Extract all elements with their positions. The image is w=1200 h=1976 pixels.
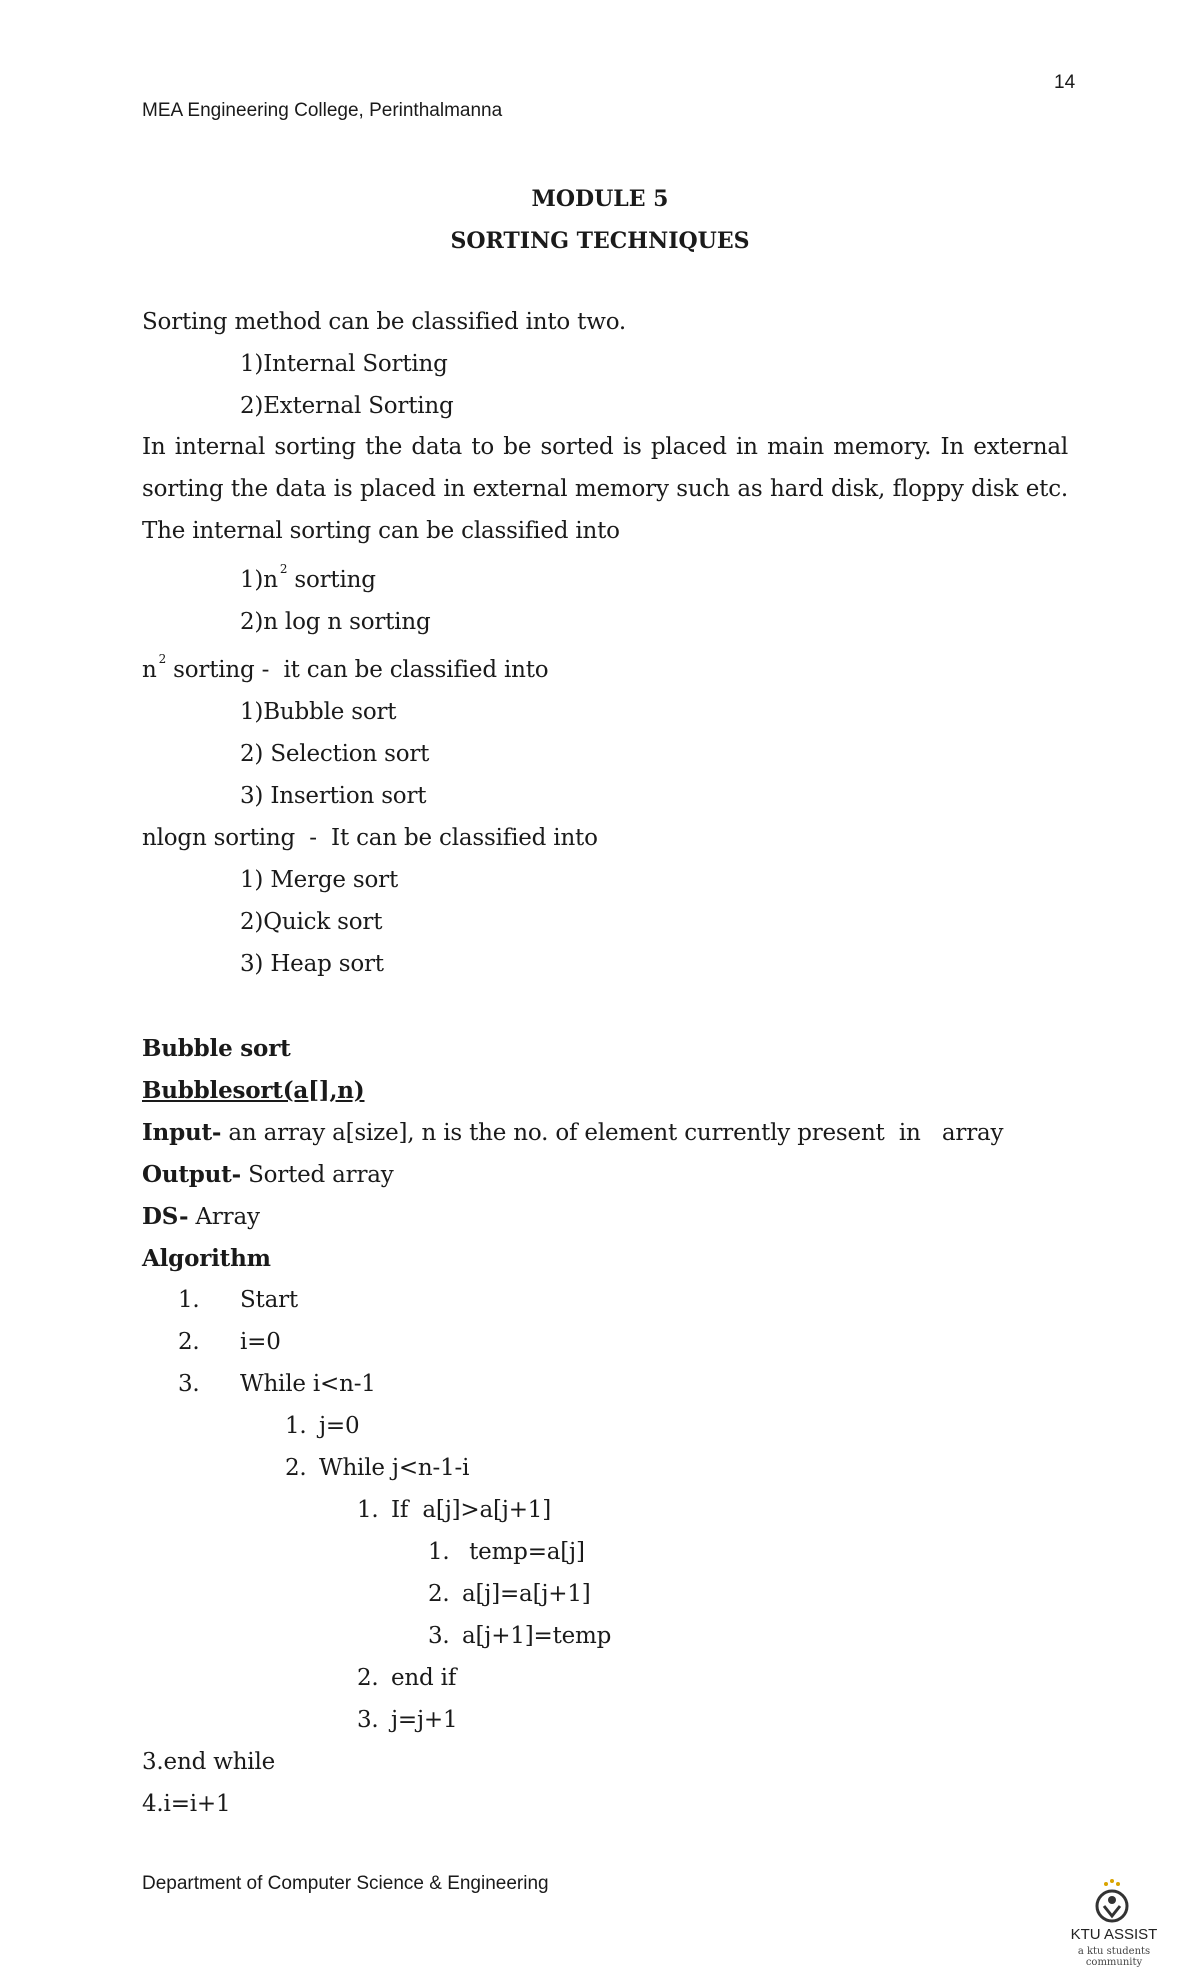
ktu-assist-logo <box>1064 1876 1174 1966</box>
step-text: i=0 <box>240 1329 281 1355</box>
step-num: 1. <box>285 1413 307 1439</box>
nlogn-type-heap: 3) Heap sort <box>240 951 384 977</box>
n2-heading-suffix: sorting - it can be classified into <box>166 657 549 683</box>
ds-line <box>142 1203 260 1230</box>
step-text: While i<n-1 <box>240 1371 376 1397</box>
step-num: 3. <box>428 1623 450 1649</box>
internal-type-n2-sup: 2 <box>279 562 288 576</box>
internal-type-n2-prefix: 1)n <box>240 567 278 593</box>
ds-text: Array <box>188 1204 260 1230</box>
bubble-heading: Bubble sort <box>142 1035 291 1062</box>
step-text: end if <box>391 1665 457 1691</box>
n2-heading-sup: 2 <box>158 652 167 666</box>
increment-line: 4.i=i+1 <box>142 1791 231 1817</box>
internal-type-n2 <box>240 562 376 593</box>
step-text: a[j+1]=temp <box>462 1623 612 1649</box>
output-line <box>142 1161 394 1188</box>
n2-heading <box>142 652 549 683</box>
logo-name: KTU ASSIST <box>1070 1926 1158 1943</box>
step-num: 1. <box>178 1287 200 1313</box>
sorting-type-internal: 1)Internal Sorting <box>240 351 448 377</box>
step-num: 2. <box>428 1581 450 1607</box>
end-while-line: 3.end while <box>142 1749 276 1775</box>
ds-label: DS- <box>142 1203 189 1230</box>
step-text: Start <box>240 1287 298 1313</box>
logo-tagline: a ktu students community <box>1077 1946 1151 1968</box>
internal-type-n2-suffix: sorting <box>287 567 376 593</box>
ktu-assist-emblem-icon <box>1064 1876 1174 1928</box>
step-num: 1. <box>357 1497 379 1523</box>
step-text: temp=a[j] <box>462 1539 585 1565</box>
internal-type-nlogn: 2)n log n sorting <box>240 609 431 635</box>
module-title: MODULE 5 <box>531 186 669 212</box>
algorithm-label: Algorithm <box>142 1245 271 1272</box>
step-num: 3. <box>178 1371 200 1397</box>
step-text: j=0 <box>319 1413 360 1439</box>
nlogn-type-quick: 2)Quick sort <box>240 909 383 935</box>
step-num: 1. <box>428 1539 450 1565</box>
page-number: 14 <box>1054 72 1076 93</box>
step-num: 2. <box>285 1455 307 1481</box>
bubble-signature: Bubblesort(a[],n) <box>142 1077 365 1104</box>
step-text: a[j]=a[j+1] <box>462 1581 591 1607</box>
n2-type-bubble: 1)Bubble sort <box>240 699 397 725</box>
input-label: Input- <box>142 1119 222 1146</box>
step-text: If a[j]>a[j+1] <box>391 1497 551 1523</box>
n2-heading-prefix: n <box>142 657 157 683</box>
input-line <box>142 1119 1003 1146</box>
step-text: While j<n-1-i <box>319 1455 470 1481</box>
output-label: Output- <box>142 1161 241 1188</box>
department-footer: Department of Computer Science & Engineering <box>142 1873 549 1894</box>
n2-type-selection: 2) Selection sort <box>240 741 430 767</box>
output-text: Sorted array <box>240 1162 394 1188</box>
step-text: j=j+1 <box>391 1707 458 1733</box>
step-num: 2. <box>357 1665 379 1691</box>
intro-paragraph: In internal sorting the data to be sorted is placed in main memory. In external sorting the data is placed in external memory such as hard disk, floppy disk etc. The internal sorting can be classified into <box>142 434 1068 544</box>
input-text: an array a[size], n is the no. of element currently present in array <box>221 1120 1004 1146</box>
college-header: MEA Engineering College, Perinthalmanna <box>142 100 503 121</box>
nlogn-heading: nlogn sorting - It can be classified into <box>142 825 598 851</box>
nlogn-type-merge: 1) Merge sort <box>240 867 399 893</box>
sorting-type-external: 2)External Sorting <box>240 393 454 419</box>
step-num: 3. <box>357 1707 379 1733</box>
step-num: 2. <box>178 1329 200 1355</box>
intro-line: Sorting method can be classified into two. <box>142 309 627 335</box>
topic-title: SORTING TECHNIQUES <box>450 228 750 254</box>
n2-type-insertion: 3) Insertion sort <box>240 783 427 809</box>
